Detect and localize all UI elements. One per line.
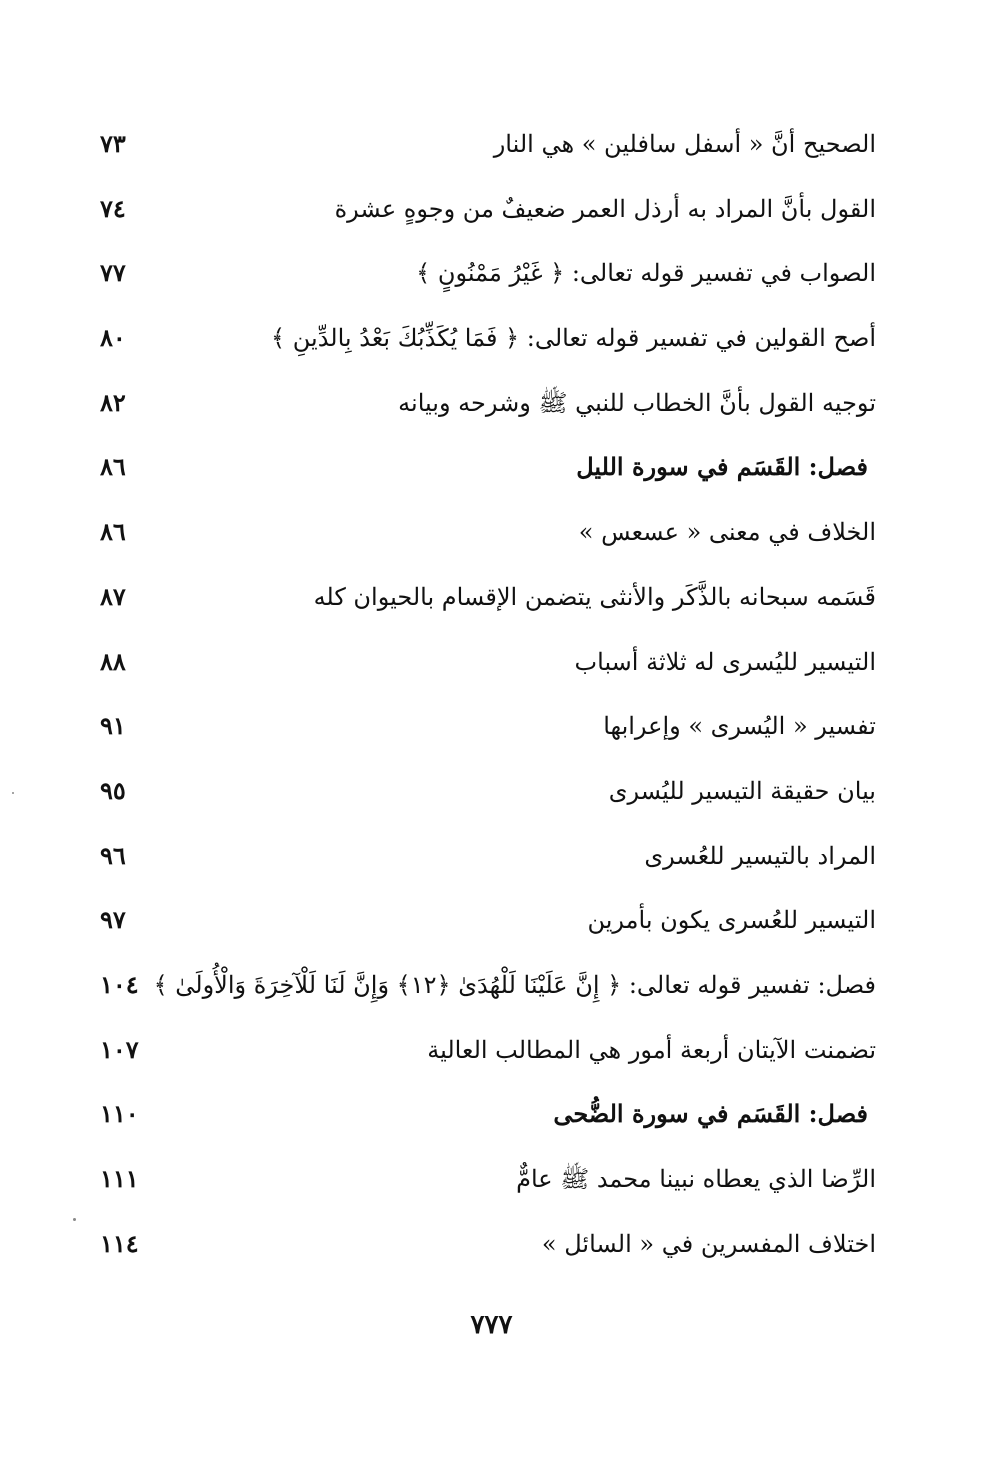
- toc-entry-title: الصحيح أنَّ « أسفل سافلين » هي النار: [493, 130, 876, 158]
- toc-entry: [0, 183, 983, 248]
- toc-entry: [0, 1153, 983, 1218]
- toc-entry-page: ٩٦: [100, 840, 126, 870]
- toc-entry: [0, 765, 983, 830]
- toc-section-heading: فصل: القَسَم في سورة الليل: [576, 452, 868, 482]
- toc-entry-title: فصل: تفسير قوله تعالى: ﴿ إِنَّ عَلَيْنَا لَلْهُدَىٰ ﴿١٢﴾ وَإِنَّ لَنَا لَلْآخِرَةَ وَالْأُولَىٰ ﴾: [153, 970, 876, 999]
- toc-entry: [0, 312, 983, 377]
- toc-entry-page: ٨٦: [100, 517, 126, 547]
- toc-entry-page: ٨٦: [100, 452, 126, 482]
- toc-entry-page: ٩٧: [100, 905, 126, 935]
- page-number: ٧٧٧: [470, 1310, 513, 1340]
- toc-entry-title: التيسير لليُسرى له ثلاثة أسباب: [574, 647, 876, 676]
- toc-entry-title: توجيه القول بأنَّ الخطاب للنبي ﷺ وشرحه وبيانه: [398, 388, 876, 417]
- toc-entry-page: ١١٠: [100, 1099, 139, 1129]
- toc-entry: [0, 959, 983, 1024]
- toc-entry-page: ١١٤: [100, 1228, 139, 1258]
- toc-entry: [0, 1088, 983, 1153]
- toc-entry-title: القول بأنَّ المراد به أرذل العمر ضعيفٌ من وجوهٍ عشرة: [334, 194, 876, 223]
- toc-entry-title: الرِّضا الذي يعطاه نبينا محمد ﷺ عامٌّ: [516, 1165, 876, 1193]
- toc-entry-title: تضمنت الآيتان أربعة أمور هي المطالب العالية: [427, 1035, 876, 1064]
- toc-entry: [0, 247, 983, 312]
- toc-entry-title: الخلاف في معنى « عسعس »: [578, 518, 876, 547]
- toc-entry-title: المراد بالتيسير للعُسرى: [644, 841, 876, 870]
- toc-entry: [0, 441, 983, 506]
- toc-entry-page: ٨٠: [100, 323, 126, 353]
- toc-entry-page: ١٠٤: [100, 969, 139, 999]
- toc-entry-title: أصح القولين في تفسير قوله تعالى: ﴿ فَمَا يُكَذِّبُكَ بَعْدُ بِالدِّينِ ﴾: [271, 324, 876, 353]
- toc-entry-title: قَسَمه سبحانه بالذَّكَر والأنثى يتضمن الإقسام بالحيوان كله: [313, 582, 876, 611]
- toc-entry-page: ٩٥: [100, 775, 126, 805]
- table-of-contents: [0, 118, 983, 1282]
- toc-entry: [0, 571, 983, 636]
- toc-entry: [0, 1218, 983, 1283]
- toc-entry-title: التيسير للعُسرى يكون بأمرين: [587, 906, 876, 935]
- toc-entry-title: بيان حقيقة التيسير لليُسرى: [608, 776, 876, 805]
- toc-entry-page: ٨٧: [100, 581, 126, 611]
- toc-entry: [0, 118, 983, 183]
- toc-entry-page: ٩١: [100, 711, 126, 741]
- toc-entry: [0, 1024, 983, 1089]
- toc-entry: [0, 506, 983, 571]
- toc-entry-title: تفسير « اليُسرى » وإعرابها: [603, 712, 876, 741]
- scan-speck: [73, 1218, 76, 1221]
- toc-entry: [0, 700, 983, 765]
- toc-entry-page: ١١١: [100, 1164, 139, 1193]
- scan-speck: [12, 792, 14, 794]
- toc-section-heading: فصل: القَسَم في سورة الضُّحى: [553, 1099, 868, 1129]
- toc-entry: [0, 830, 983, 895]
- toc-entry: [0, 377, 983, 442]
- toc-entry-page: ٧٤: [100, 193, 126, 223]
- toc-entry: [0, 636, 983, 701]
- toc-entry: [0, 894, 983, 959]
- toc-entry-title: الصواب في تفسير قوله تعالى: ﴿ غَيْرُ مَمْنُونٍ ﴾: [416, 259, 876, 288]
- toc-entry-title: اختلاف المفسرين في « السائل »: [541, 1229, 876, 1258]
- toc-entry-page: ٨٢: [100, 387, 126, 417]
- toc-entry-page: ٨٨: [100, 646, 126, 676]
- toc-entry-page: ٧٣: [100, 129, 126, 158]
- toc-entry-page: ٧٧: [100, 258, 126, 288]
- toc-entry-page: ١٠٧: [100, 1034, 139, 1064]
